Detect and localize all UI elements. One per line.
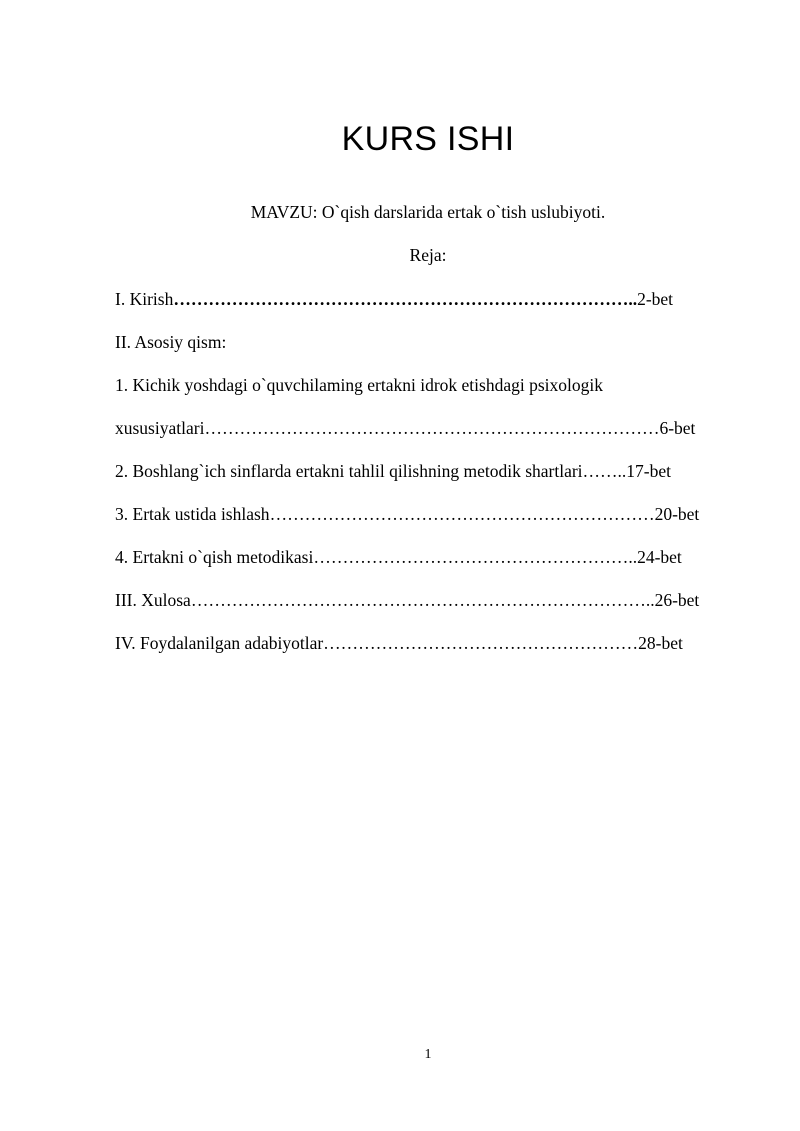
toc-entry-intro: [115, 288, 673, 310]
toc-entry-main: [115, 331, 226, 353]
toc-entry-dots: ………………………………………………: [323, 633, 639, 653]
subject-line: MAVZU: O`qish darslarida ertak o`tish uslubiyoti.: [250, 202, 606, 222]
toc-entry-page: 24-bet: [637, 547, 682, 567]
toc-entry-label: I. Kirish: [115, 289, 174, 309]
toc-entry-page: 28-bet: [638, 633, 683, 653]
toc-entry-dots: ……………………………………………………………………..: [173, 289, 638, 309]
toc-entry-label: III. Xulosa: [115, 590, 191, 610]
toc-entry-label: II. Asosiy qism:: [115, 332, 227, 352]
toc-entry-page: 26-bet: [654, 590, 700, 610]
plan-heading: Reja:: [409, 245, 447, 265]
toc-entry-dots: ……………………………………………………………………..: [190, 590, 655, 610]
toc-entry-label: IV. Foydalanilgan adabiyotlar: [115, 633, 324, 653]
toc-entry-dots: ………………………………………………..: [313, 547, 638, 567]
toc-entry-item2: [115, 460, 671, 482]
toc-entry-page: 6-bet: [659, 418, 696, 438]
toc-entry-item4: [115, 546, 682, 568]
toc-entry-page: 20-bet: [654, 504, 700, 524]
toc-entry-conclusion: [115, 589, 699, 611]
toc-entry-item1-line2: [115, 417, 695, 439]
toc-entry-label: 4. Ertakni o`qish metodikasi: [115, 547, 314, 567]
toc-entry-dots: ……………………………………………………………………: [204, 418, 660, 438]
toc-entry-page: 17-bet: [626, 461, 672, 481]
document-title: KURS ISHI: [341, 120, 515, 158]
toc-entry-item3: [115, 503, 699, 525]
toc-entry-label: xususiyatlari: [115, 418, 205, 438]
toc-entry-page: 2-bet: [637, 289, 674, 309]
page-number: 1: [424, 1047, 432, 1062]
toc-entry-item1-line1: [115, 374, 603, 396]
toc-entry-dots: …………………………………………………………: [269, 504, 655, 524]
toc-entry-label: 3. Ertak ustida ishlash: [115, 504, 270, 524]
toc-entry-label: 1. Kichik yoshdagi o`quvchilaming ertakni idrok etishdagi psixologik: [115, 375, 603, 395]
toc-entry-dots: ……..: [582, 461, 627, 481]
toc-entry-references: [115, 632, 683, 654]
toc-entry-label: 2. Boshlang`ich sinflarda ertakni tahlil qilishning metodik shartlari: [115, 461, 583, 481]
